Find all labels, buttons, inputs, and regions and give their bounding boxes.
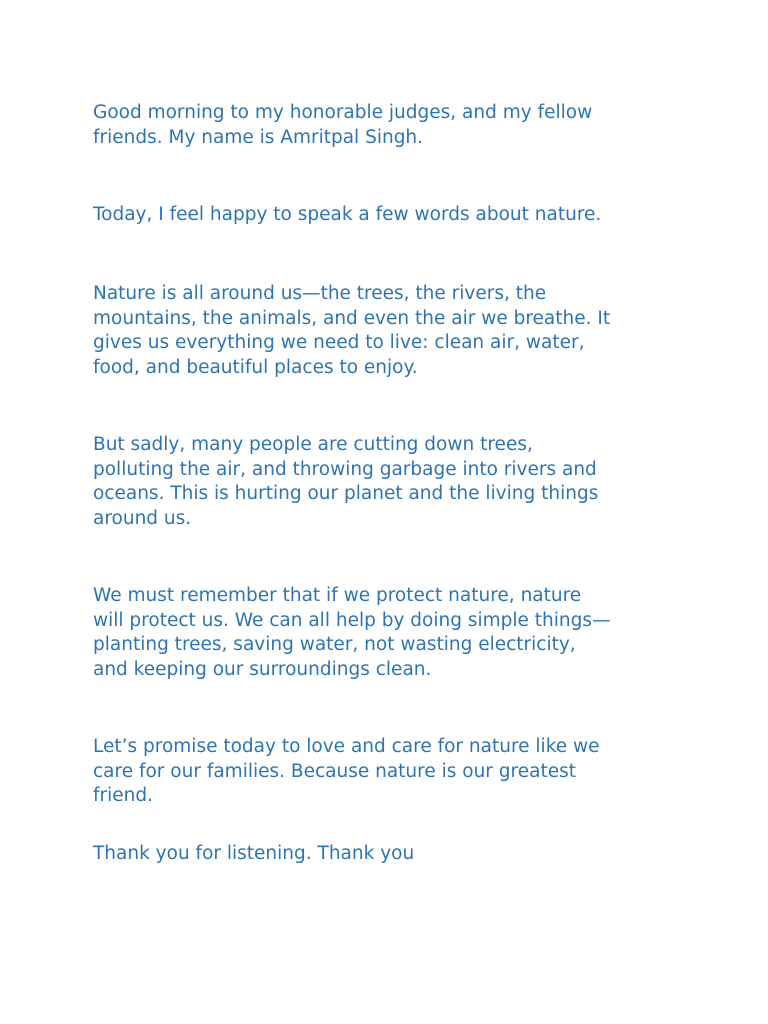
- paragraph-introduction: Today, I feel happy to speak a few words about nature.: [93, 204, 602, 225]
- paragraph-pollution: But sadly, many people are cutting down trees, polluting the air, and throwing garbage into rivers and oceans. This is hurting our planet and the living things around us.: [93, 434, 599, 529]
- paragraph-protect-nature: We must remember that if we protect nature, nature will protect us. We can all help by doing simple things— planting trees, saving water, not wasting electricity, and keeping our surroundings clean.: [93, 585, 611, 680]
- paragraph-promise: Let’s promise today to love and care for nature like we care for our families. Because nature is our greatest friend.: [93, 736, 600, 806]
- paragraph-closing: Thank you for listening. Thank you: [93, 843, 415, 864]
- paragraph-nature-around-us: Nature is all around us—the trees, the rivers, the mountains, the animals, and even the air we breathe. It gives us everything we need to live: clean air, water, food, and beautiful places to enjoy.: [93, 283, 611, 378]
- paragraph-greeting: Good morning to my honorable judges, and my fellow friends. My name is Amritpal Singh.: [93, 102, 593, 148]
